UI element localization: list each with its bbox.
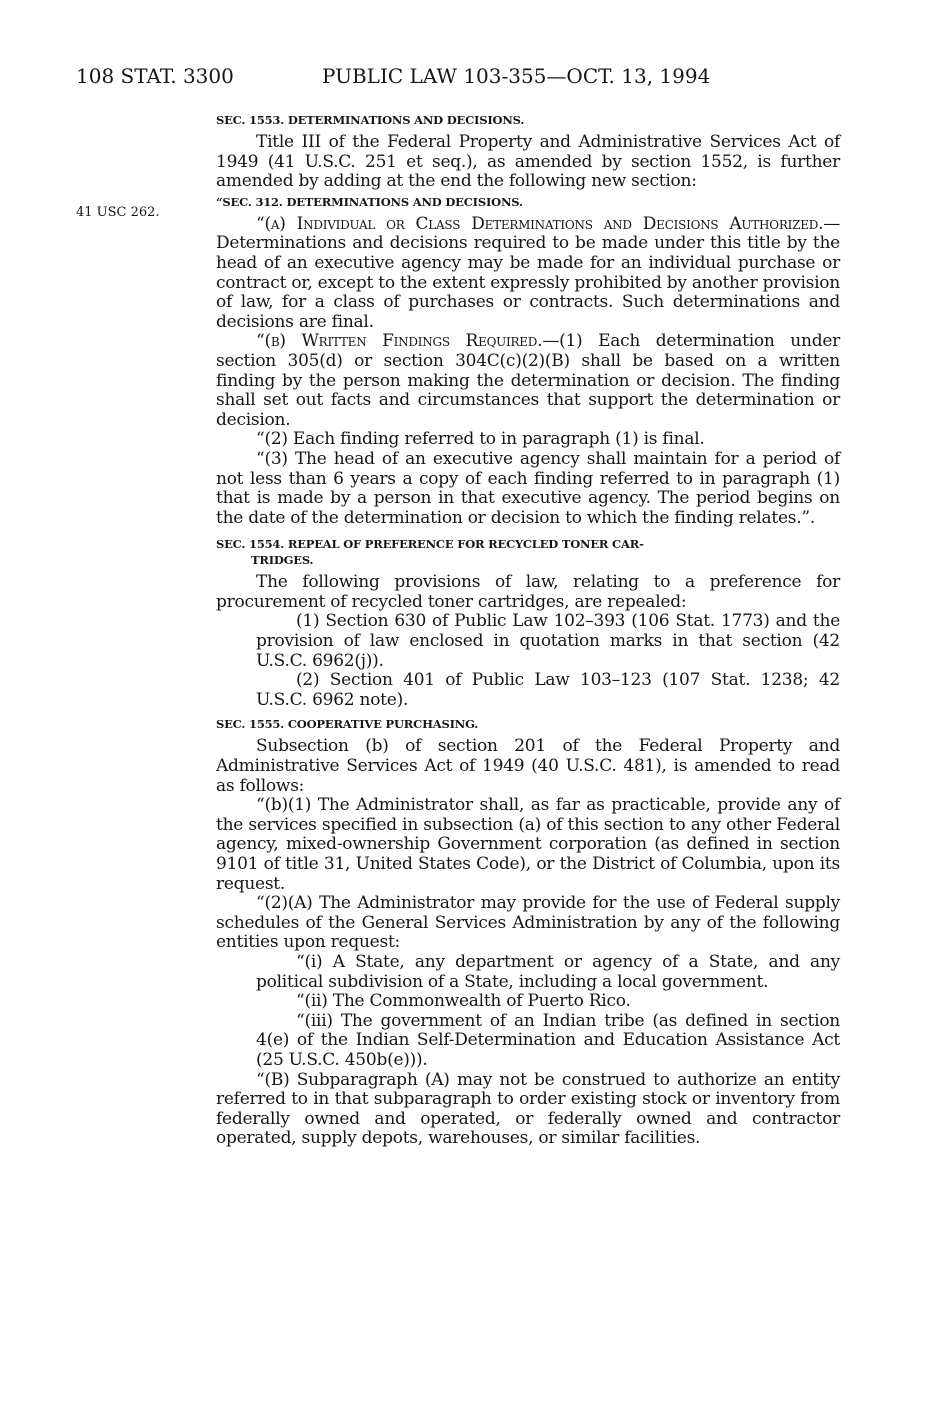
paragraph-b3: “(3) The head of an executive agency shall maintain for a period of not less than 6 years a copy of each finding referred to in paragraph (1) that is made by a person in that executive agency. The period begins on the date of the determination or decision to which the finding relates.”. — [216, 448, 840, 528]
paragraph-2a: “(2)(A) The Administrator may provide for the use of Federal supply schedules of the General Services Administration by any of the following entities upon request: — [216, 893, 840, 953]
page-body — [216, 109, 840, 1149]
section-1554-item-2: (2) Section 401 of Public Law 103–123 (107 Stat. 1238; 42 U.S.C. 6962 note). — [256, 670, 840, 710]
subsection-a-caption: “(a) Individual or Class Determinations and Decisions Authorized. — [256, 213, 824, 234]
clause-ii: “(ii) The Commonwealth of Puerto Rico. — [296, 991, 631, 1012]
subparagraph-b: “(B) Subparagraph (A) may not be construed to authorize an entity referred to in that subparagraph to order existing stock or inventory from federally owned and operated, or federally owned and contractor operated, supply depots, warehouses, or similar facilities. — [216, 1069, 840, 1149]
statute-page-number: 108 STAT. 3300 — [76, 64, 234, 88]
section-312-heading: “SEC. 312. DETERMINATIONS AND DECISIONS. — [216, 194, 523, 209]
section-1553-heading: SEC. 1553. DETERMINATIONS AND DECISIONS. — [216, 113, 525, 127]
running-title: PUBLIC LAW 103-355—OCT. 13, 1994 — [322, 64, 711, 88]
section-1554-heading-line2: TRIDGES. — [251, 553, 314, 568]
clause-iii: “(iii) The government of an Indian tribe (as defined in section 4(e) of the Indian Self-Determination and Education Assistance Act (25 U.S.C. 450b(e))). — [256, 1010, 840, 1070]
page-header — [0, 64, 940, 94]
subsection-b-text: —(1) Each determination under section 305(d) or section 304C(c)(2)(B) shall be based on a written finding by the person making the determination or decision. The finding shall set out facts and circumstances that support the determination or decision. — [216, 331, 841, 430]
margin-citation: 41 USC 262. — [76, 205, 160, 220]
section-1555-heading: SEC. 1555. COOPERATIVE PURCHASING. — [216, 717, 479, 732]
subsection-b — [216, 332, 840, 430]
section-1554-heading-line1: SEC. 1554. REPEAL OF PREFERENCE FOR RECYCLED TONER CAR- — [216, 537, 644, 552]
section-1555-intro: Subsection (b) of section 201 of the Federal Property and Administrative Services Act of 1949 (40 U.S.C. 481), is amended to read as follows: — [216, 736, 840, 796]
section-1554-item-1: (1) Section 630 of Public Law 102–393 (106 Stat. 1773) and the provision of law enclosed in quotation marks in that section (42 U.S.C. 6962(j)). — [256, 611, 840, 671]
clause-i: “(i) A State, any department or agency of a State, and any political subdivision of a State, including a local government. — [256, 951, 840, 992]
subsection-a-text: —Determinations and decisions required to be made under this title by the head of an executive agency may be made for an individual purchase or contract or, except to the extent expressly prohibited by another provision of law, for a class of purchases or contracts. Such determinations and decisions are final. — [216, 213, 840, 332]
section-1554-intro: The following provisions of law, relating to a preference for procurement of recycled toner cartridges, are repealed: — [216, 572, 840, 612]
paragraph-b1: “(b)(1) The Administrator shall, as far as practicable, provide any of the services specified in subsection (a) of this section to any other Federal agency, mixed-ownership Government corporation (as defined in section 9101 of title 31, United States Code), or the District of Columbia, upon its request. — [216, 795, 840, 894]
section-1553-intro: Title III of the Federal Property and Administrative Services Act of 1949 (41 U.S.C. 251 et seq.), as amended by section 1552, is further amended by adding at the end the following new section: — [216, 132, 840, 192]
section-1554-heading — [216, 536, 840, 568]
paragraph-b2: “(2) Each finding referred to in paragraph (1) is final. — [256, 429, 705, 450]
subsection-a — [216, 215, 840, 333]
subsection-b-caption: “(b) Written Findings Required. — [256, 331, 543, 352]
